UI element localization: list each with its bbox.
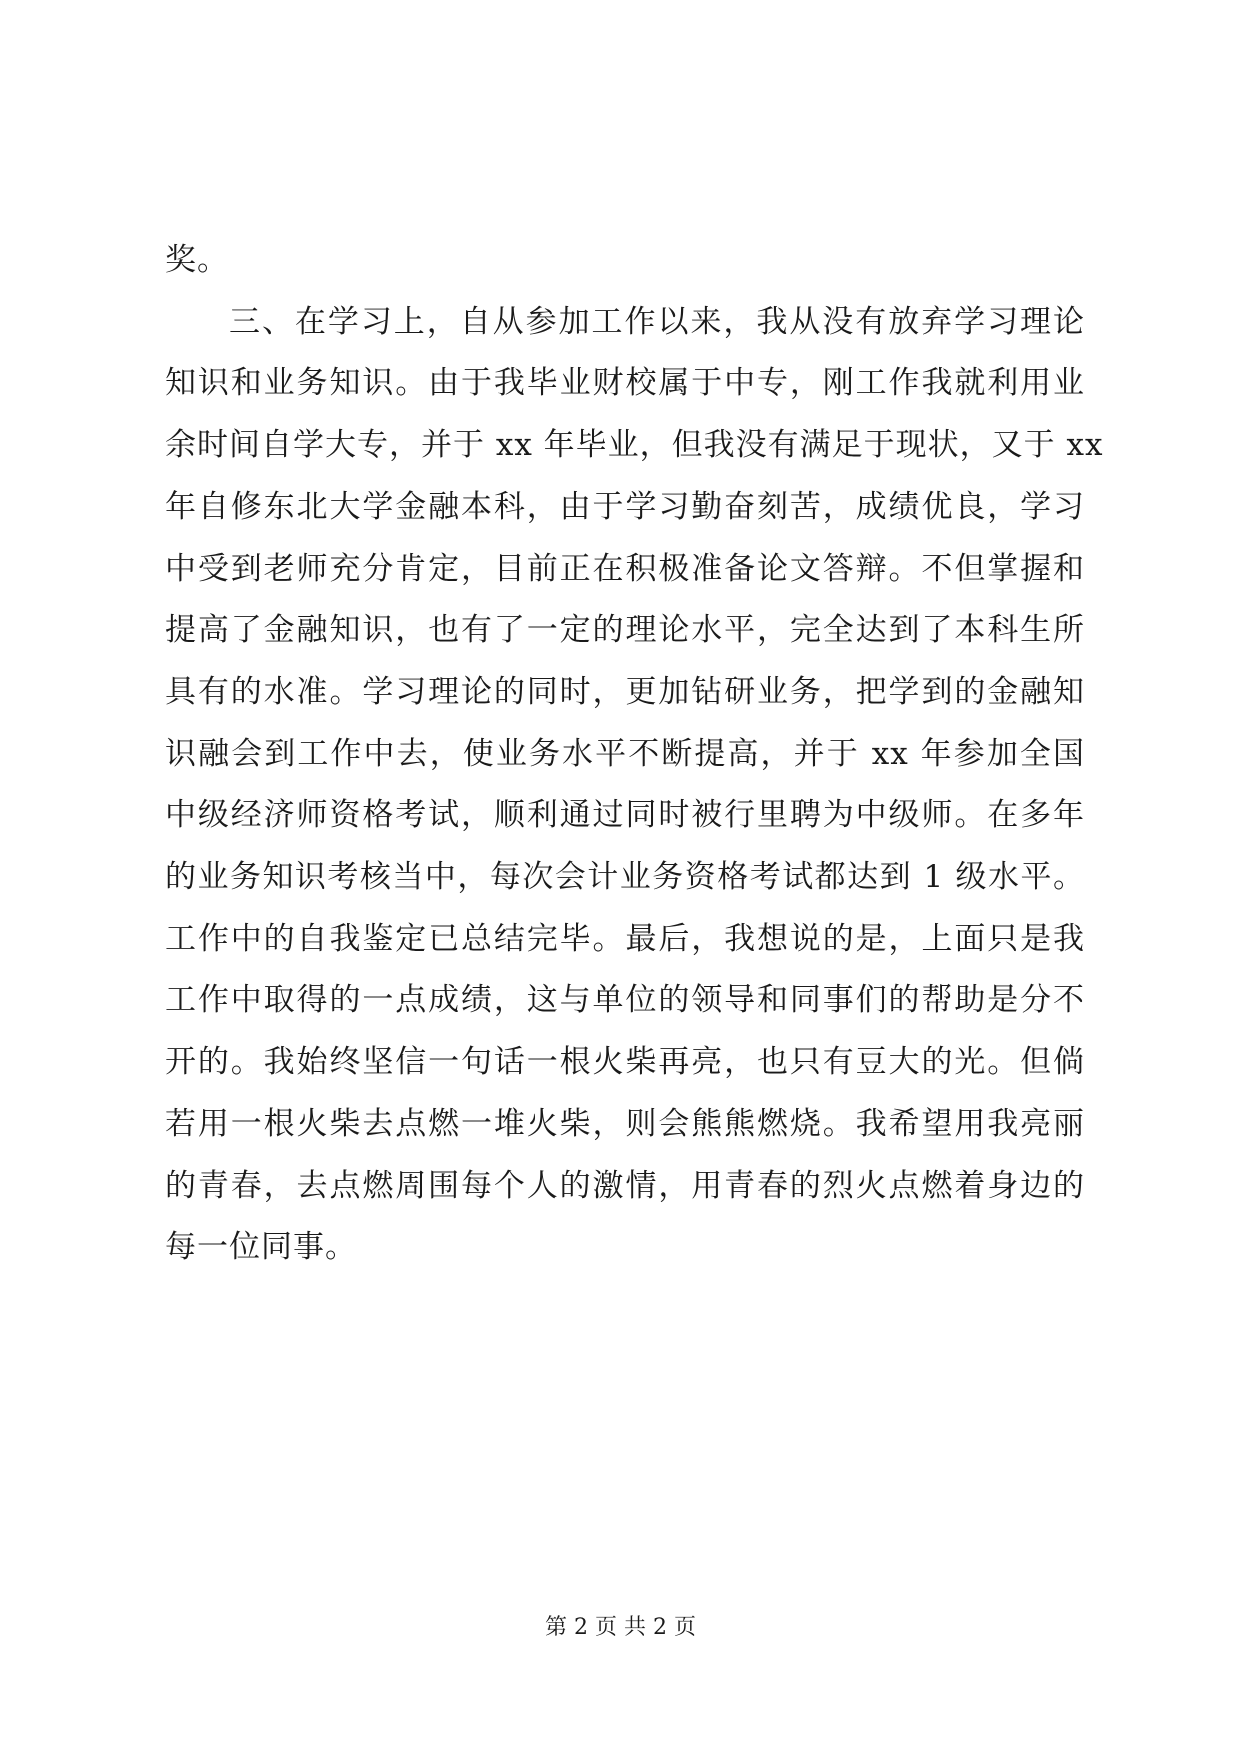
text-line: 具有的水准。学习理论的同时，更加钻研业务，把学到的金融知 [165,673,1085,710]
text-line: 中级经济师资格考试，顺利通过同时被行里聘为中级师。在多年 [165,797,1085,834]
text-line: 中受到老师充分肯定，目前正在积极准备论文答辩。不但掌握和 [165,550,1085,587]
text-line: 年自修东北大学金融本科，由于学习勤奋刻苦，成绩优良，学习 [165,488,1085,525]
text-line: 的业务知识考核当中，每次会计业务资格考试都达到 1 级水平。 [165,859,1085,896]
page-number: 第 2 页 共 2 页 [545,1615,696,1640]
text-line: 的青春，去点燃周围每个人的激情，用青春的烈火点燃着身边的 [165,1167,1085,1204]
text-line: 知识和业务知识。由于我毕业财校属于中专，刚工作我就利用业 [165,365,1085,402]
text-line: 工作中的自我鉴定已总结完毕。最后，我想说的是，上面只是我 [165,920,1085,957]
text-line: 奖。 [165,242,229,278]
body-text [165,230,1104,1279]
text-line: 三、在学习上，自从参加工作以来，我从没有放弃学习理论 [229,303,1085,340]
text-line: 开的。我始终坚信一句话一根火柴再亮，也只有豆大的光。但倘 [165,1044,1085,1081]
text-line: 余时间自学大专，并于 xx 年毕业，但我没有满足于现状，又于 xx [165,427,1104,464]
text-line: 工作中取得的一点成绩，这与单位的领导和同事们的帮助是分不 [165,982,1085,1019]
text-line: 识融会到工作中去，使业务水平不断提高，并于 xx 年参加全国 [165,735,1085,772]
text-line: 提高了金融知识，也有了一定的理论水平，完全达到了本科生所 [165,612,1085,649]
text-line: 每一位同事。 [165,1229,357,1266]
text-line: 若用一根火柴去点燃一堆火柴，则会熊熊燃烧。我希望用我亮丽 [165,1105,1085,1142]
